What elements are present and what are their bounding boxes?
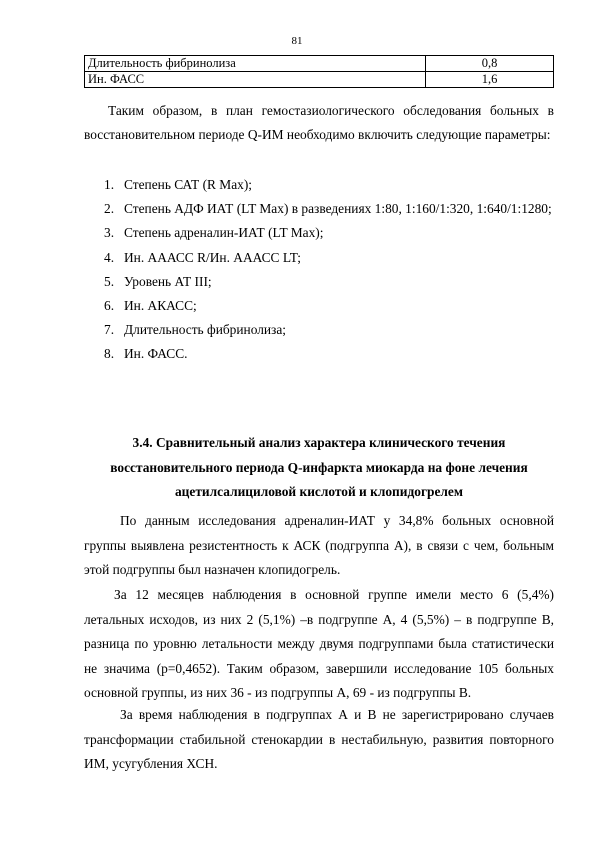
list-item-number: 6.: [104, 298, 115, 314]
list-item: [104, 294, 554, 318]
list-item: [104, 197, 554, 221]
list-item-text: Уровень АТ III;: [124, 273, 212, 289]
list-item: [104, 246, 554, 270]
list-item: [104, 221, 554, 245]
parameters-list: [104, 173, 554, 367]
list-item-text: Ин. АКАСС;: [124, 298, 197, 314]
table-cell-value: 1,6: [426, 72, 554, 88]
body-paragraph: За время наблюдения в подгруппах А и В не зарегистрировано случаев трансформации стабильной стенокардии в нестабильную, развития повторного ИМ, усугубления ХСН.: [84, 707, 554, 771]
results-table: [84, 55, 554, 88]
list-item: [104, 318, 554, 342]
list-item-text: Степень САТ (R Max);: [124, 177, 253, 192]
list-item: [104, 173, 554, 197]
list-item-number: 5.: [104, 273, 115, 289]
list-item-number: 4.: [104, 249, 115, 265]
table-row: [85, 56, 554, 72]
page-number: 81: [291, 35, 303, 47]
list-item-number: 8.: [104, 346, 115, 362]
body-paragraph: По данным исследования адреналин-ИАТ у 34,8% больных основной группы выявлена резистентность к АСК (подгруппа А), в связи с чем, больным этой подгруппы был назначен клопидогрель.: [84, 513, 554, 577]
list-item-number: 3.: [104, 225, 115, 241]
body-paragraph: За 12 месяцев наблюдения в основной группе имели место 6 (5,4%) летальных исходов, из них 2 (5,1%) –в подгруппе А, 4 (5,5%) – в подгруппе В, разница по уровню летальности между двумя подгруппами была статистически не значима (р=0,4652). Таким образом, завершили исследование 105 больных основной группы, из них 36 - из подгруппы А, 69 - из подгруппы В.: [84, 587, 554, 700]
list-item-text: Степень адреналин-ИАТ (LT Max);: [124, 225, 324, 241]
list-item: [104, 342, 554, 366]
list-item: [104, 270, 554, 294]
list-item-text: Степень АДФ ИАТ (LT Max) в разведениях 1:80, 1:160/1:320, 1:640/1:1280;: [124, 201, 552, 217]
table-cell-label: Длительность фибринолиза: [85, 56, 426, 72]
list-item-number: 2.: [104, 201, 115, 217]
section-heading: 3.4. Сравнительный анализ характера клинического течения восстановительного периода Q-инфаркта миокарда на фоне лечения ацетилсалициловой кислотой и клопидогрелем: [110, 435, 528, 500]
table-cell-label: Ин. ФАСС: [85, 72, 426, 88]
list-item-text: Ин. ФАСС.: [124, 346, 188, 362]
table-row: [85, 72, 554, 88]
intro-paragraph: Таким образом, в план гемостазиологического обследования больных в восстановительном периоде Q-ИМ необходимо включить следующие параметры:: [84, 103, 554, 143]
list-item-number: 1.: [104, 177, 115, 192]
list-item-text: Длительность фибринолиза;: [124, 322, 287, 338]
list-item-number: 7.: [104, 322, 115, 338]
list-item-text: Ин. АААСС R/Ин. АААСС LT;: [124, 249, 301, 265]
table-cell-value: 0,8: [426, 56, 554, 72]
